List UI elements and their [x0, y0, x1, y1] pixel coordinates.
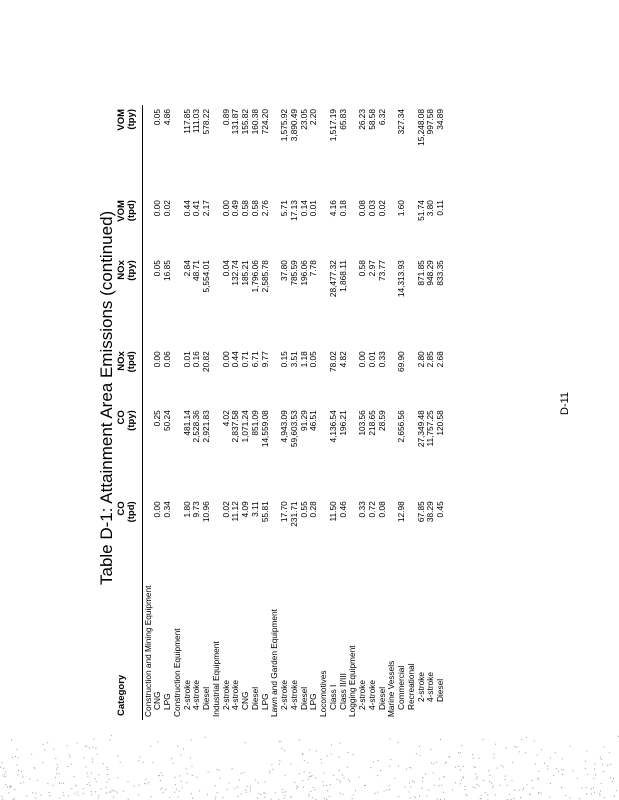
table-cell: 58.58	[366, 109, 377, 130]
row-category-cell: 4-stroke	[230, 680, 241, 710]
column-header-line2: (tpy)	[126, 410, 138, 431]
table-cell: 997.58	[425, 109, 436, 135]
table-cell: 1,575.92	[279, 109, 290, 142]
table-cell: 2.84	[181, 260, 192, 277]
table-group-row	[348, 105, 358, 720]
table-row	[231, 105, 241, 720]
table-cell: 218.65	[366, 410, 377, 436]
table-cell: 155.82	[240, 109, 251, 135]
row-category-cell: 2-stroke	[181, 680, 192, 710]
table-cell: 55.81	[259, 501, 270, 523]
table-row	[289, 105, 299, 720]
table-cell: 0.71	[240, 351, 251, 368]
table-cell: 4,943.09	[279, 410, 290, 443]
table-cell: 17.70	[279, 501, 290, 523]
table-cell: 65.83	[337, 109, 348, 130]
table-row	[201, 105, 211, 720]
table-cell	[348, 105, 358, 196]
table-cell: 0.45	[435, 501, 446, 518]
row-category-cell: Diesel	[435, 678, 446, 702]
table-row	[162, 105, 172, 720]
table-cell: 0.02	[376, 200, 387, 217]
table-group-row	[270, 105, 280, 720]
table-cell	[211, 196, 221, 256]
table-cell	[387, 497, 397, 565]
column-header-line1: NOx	[116, 351, 127, 371]
table-cell: 0.00	[220, 200, 231, 217]
table-cell: 0.00	[152, 501, 163, 518]
table-cell: 0.03	[366, 200, 377, 217]
column-header-line1: NOx	[116, 260, 127, 280]
table-row	[153, 105, 163, 720]
table-row	[435, 105, 445, 720]
table-cell: 0.01	[308, 200, 319, 217]
table-cell: 0.00	[152, 351, 163, 368]
row-category-cell: Construction Equipment	[171, 628, 182, 717]
row-category-cell: 4-stroke	[366, 680, 377, 710]
table-cell: 0.72	[366, 501, 377, 518]
table-cell: 2.97	[366, 260, 377, 277]
table-cell: 4.02	[220, 410, 231, 427]
table-cell: 46.51	[308, 410, 319, 432]
table-cell: 16.85	[162, 260, 173, 281]
table-cell: 48.71	[191, 260, 202, 281]
table-cell: 196.06	[298, 260, 309, 286]
row-category-cell: CNG	[152, 691, 163, 710]
table-cell: 0.58	[240, 200, 251, 217]
table-header	[114, 105, 142, 720]
table-cell: 0.89	[220, 109, 231, 126]
table-cell: 9.73	[191, 501, 202, 518]
row-category-cell: Industrial Equipment	[210, 641, 221, 717]
table-cell	[348, 497, 358, 565]
table-cell: 9.77	[259, 351, 270, 368]
table-cell: 69.90	[396, 351, 407, 373]
table-cell: 26.23	[357, 109, 368, 130]
table-cell: 2,921.83	[201, 410, 212, 443]
table-cell: 20.82	[201, 351, 212, 373]
table-row	[221, 105, 231, 720]
table-cell: 11.12	[230, 501, 241, 522]
table-cell: 0.41	[191, 200, 202, 217]
table-cell	[387, 105, 397, 196]
table-cell: 0.02	[220, 501, 231, 518]
table-cell: 5.71	[279, 200, 290, 217]
table-cell: 0.33	[376, 351, 387, 368]
column-header-line1: VOM	[116, 200, 127, 222]
table-cell: 0.02	[162, 200, 173, 217]
table-cell: 14,559.08	[259, 410, 270, 448]
table-cell: 0.05	[152, 260, 163, 277]
table-row	[250, 105, 260, 720]
table-cell: 14,313.93	[396, 260, 407, 298]
table-row	[377, 105, 387, 720]
table-cell: 2.80	[415, 351, 426, 368]
table-cell: 1,796.06	[249, 260, 260, 293]
table-cell: 0.05	[152, 109, 163, 126]
table-cell: 0.11	[435, 200, 446, 216]
table-cell	[172, 256, 182, 347]
table-cell: 0.01	[181, 351, 192, 368]
table-cell: 0.34	[162, 501, 173, 518]
table-cell	[270, 256, 280, 347]
table-cell: 2.20	[308, 109, 319, 126]
table-cell: 0.04	[220, 260, 231, 277]
table-cell: 2.85	[425, 351, 436, 368]
table-cell: 185.21	[240, 260, 251, 286]
table-row	[192, 105, 202, 720]
table-cell	[172, 105, 182, 196]
table-row	[426, 105, 436, 720]
table-cell: 1.18	[298, 351, 309, 368]
column-header-line2: (tpy)	[126, 260, 138, 281]
table-cell: 6.71	[249, 351, 260, 368]
row-category-cell: Construction and Mining Equipment	[142, 585, 153, 717]
table-group-row	[318, 105, 328, 720]
table-cell	[318, 105, 328, 196]
table-cell	[142, 497, 152, 565]
column-header-line1: Category	[116, 674, 127, 716]
column-header	[114, 565, 142, 720]
table-row	[416, 105, 426, 720]
row-category-cell: Diesel	[249, 686, 260, 710]
table-cell: 481.14	[181, 410, 192, 436]
table-cell	[211, 256, 221, 347]
column-header-line1: CO	[116, 501, 127, 516]
table-cell: 4.09	[240, 501, 251, 518]
table-cell: 11,757.25	[425, 410, 436, 447]
row-category-cell: LPG	[259, 693, 270, 710]
row-category-cell: 4-stroke	[288, 680, 299, 710]
table-group-row	[142, 105, 152, 720]
page-title: Table D-1: Attainment Area Emissions (continued)	[97, 210, 116, 585]
table-cell: 4.16	[327, 200, 338, 217]
table-cell	[406, 196, 416, 256]
table-cell: 1,517.19	[327, 109, 338, 142]
table-cell	[142, 105, 152, 196]
table-cell: 6.32	[376, 109, 387, 126]
table-cell: 7.78	[308, 260, 319, 277]
table-cell: 120.58	[435, 410, 446, 436]
table-row	[367, 105, 377, 720]
column-header-line2: (tpd)	[126, 351, 138, 373]
table-cell	[211, 406, 221, 497]
column-header-line2: (tpd)	[126, 200, 138, 222]
table-cell	[406, 105, 416, 196]
table-row	[240, 105, 250, 720]
row-category-cell: Marine Vessels	[386, 660, 397, 717]
table-row	[182, 105, 192, 720]
row-category-cell: Recreational	[405, 663, 416, 710]
table-cell	[211, 105, 221, 196]
table-cell: 37.80	[279, 260, 290, 281]
table-cell: 833.35	[435, 260, 446, 286]
table-cell	[387, 196, 397, 256]
row-category-cell: Locomotives	[318, 670, 329, 717]
table-cell	[318, 196, 328, 256]
column-header	[114, 347, 142, 406]
table-cell	[387, 256, 397, 347]
table-cell: 23.05	[298, 109, 309, 130]
table-cell	[270, 497, 280, 565]
table-cell: 11.50	[327, 501, 338, 522]
table-cell	[318, 497, 328, 565]
table-cell: 5,554.01	[201, 260, 212, 293]
table-cell: 0.25	[152, 410, 163, 427]
table-cell: 50.24	[162, 410, 173, 432]
table-cell: 28.59	[376, 410, 387, 432]
table-cell: 871.85	[415, 260, 426, 286]
table-cell: 0.16	[191, 351, 202, 368]
table-row	[357, 105, 367, 720]
table-cell: 160.38	[249, 109, 260, 135]
table-cell: 327.34	[396, 109, 407, 135]
table-cell	[348, 347, 358, 406]
table-cell	[406, 256, 416, 347]
row-category-cell: 4-stroke	[425, 672, 436, 702]
table-cell	[406, 406, 416, 497]
table-cell	[387, 406, 397, 497]
row-category-cell: 2-stroke	[415, 672, 426, 702]
table-cell: 117.85	[181, 109, 192, 134]
table-cell: 2,528.36	[191, 410, 202, 443]
table-cell	[318, 256, 328, 347]
table-cell	[387, 347, 397, 406]
table-cell: 1.60	[396, 200, 407, 217]
table-cell	[270, 347, 280, 406]
column-header-line1: VOM	[116, 109, 127, 131]
table-cell	[348, 406, 358, 497]
table-cell: 0.44	[230, 351, 241, 368]
row-category-cell: Diesel	[376, 686, 387, 710]
table-cell: 3.51	[288, 351, 299, 368]
table-cell: 0.46	[337, 501, 348, 518]
table-cell	[172, 406, 182, 497]
table-cell	[211, 497, 221, 565]
row-category-cell: Diesel	[298, 686, 309, 710]
table-cell: 27,349.48	[415, 410, 426, 448]
emissions-table	[114, 105, 445, 720]
table-cell: 59,603.53	[288, 410, 299, 448]
table-cell: 0.00	[152, 200, 163, 217]
table-cell	[172, 497, 182, 565]
table-cell: 0.01	[366, 351, 377, 368]
table-cell: 231.71	[288, 501, 299, 527]
table-cell: 132.74	[230, 260, 241, 286]
row-category-cell: 2-stroke	[279, 680, 290, 710]
row-category-cell: Commercial	[396, 665, 407, 710]
table-row	[338, 105, 348, 720]
row-category-cell: 2-stroke	[220, 680, 231, 710]
table-cell: 0.28	[308, 501, 319, 518]
table-row	[396, 105, 406, 720]
scan-noise-decoration	[0, 735, 619, 800]
column-header-line2: (tpd)	[126, 501, 138, 523]
table-cell: 0.15	[279, 351, 290, 368]
table-cell	[348, 256, 358, 347]
table-cell: 28,477.32	[327, 260, 338, 298]
table-cell: 12.98	[396, 501, 407, 523]
table-cell: 73.77	[376, 260, 387, 281]
table-cell	[348, 196, 358, 256]
table-cell: 2,585.78	[259, 260, 270, 293]
table-group-row	[211, 105, 221, 720]
table-cell: 4.82	[337, 351, 348, 368]
row-category-cell: CNG	[240, 691, 251, 710]
table-cell: 1,868.11	[337, 260, 348, 292]
table-cell: 0.58	[357, 260, 368, 277]
table-cell: 4.86	[162, 109, 173, 126]
table-cell: 78.02	[327, 351, 338, 373]
column-header	[114, 196, 142, 256]
page-number: D-11	[559, 391, 571, 415]
table-cell	[172, 347, 182, 406]
table-cell: 10.96	[201, 501, 212, 523]
row-category-cell: 2-stroke	[357, 680, 368, 710]
table-cell: 3.80	[425, 200, 436, 217]
table-cell: 0.58	[249, 200, 260, 217]
table-group-row	[172, 105, 182, 720]
column-header-line1: CO	[116, 410, 127, 425]
table-cell: 1,071.24	[240, 410, 251, 443]
table-cell: 15,248.08	[415, 109, 426, 146]
table-cell: 131.87	[230, 109, 241, 135]
table-row	[260, 105, 270, 720]
table-cell: 2.17	[201, 200, 212, 217]
table-cell	[270, 105, 280, 196]
table-cell: 2,837.58	[230, 410, 241, 443]
table-cell: 0.05	[308, 351, 319, 368]
table-cell: 3.11	[249, 501, 260, 517]
table-cell: 0.14	[298, 200, 309, 217]
table-cell	[406, 497, 416, 565]
table-cell	[142, 256, 152, 347]
table-cell: 0.08	[357, 200, 368, 217]
table-cell: 0.08	[376, 501, 387, 518]
column-header	[114, 406, 142, 497]
table-cell: 2.76	[259, 200, 270, 217]
table-cell	[270, 406, 280, 497]
table-cell: 38.29	[425, 501, 436, 523]
row-category-cell: Class I	[327, 684, 338, 710]
table-cell	[211, 347, 221, 406]
header-row	[114, 105, 142, 720]
column-header	[114, 105, 142, 196]
table-cell: 724.20	[259, 109, 270, 135]
column-header-line2: (tpy)	[126, 109, 138, 130]
table-cell: 4,136.54	[327, 410, 338, 443]
row-category-cell: Class II/III	[337, 673, 348, 710]
table-cell: 1.80	[181, 501, 192, 518]
table-cell: 0.33	[357, 501, 368, 518]
table-row	[279, 105, 289, 720]
table-cell: 0.00	[220, 351, 231, 368]
row-category-cell: Lawn and Garden Equipment	[269, 609, 280, 717]
table-cell: 578.22	[201, 109, 212, 135]
table-cell: 0.00	[357, 351, 368, 368]
table-row	[309, 105, 319, 720]
row-category-cell: 4-stroke	[191, 680, 202, 710]
table-cell	[318, 406, 328, 497]
row-category-cell: Logging Equipment	[347, 645, 358, 717]
table-cell: 91.29	[298, 410, 309, 432]
row-category-cell: Diesel	[201, 686, 212, 710]
table-cell	[318, 347, 328, 406]
table-cell: 17.13	[288, 200, 299, 221]
table-cell: 3,890.49	[288, 109, 299, 142]
table-cell: 785.59	[288, 260, 299, 286]
table-cell: 2,656.56	[396, 410, 407, 443]
table-cell: 2.68	[435, 351, 446, 368]
table-row	[328, 105, 338, 720]
table-cell	[172, 196, 182, 256]
column-header	[114, 256, 142, 347]
row-category-cell: LPG	[162, 693, 173, 710]
table-cell: 103.56	[357, 410, 368, 436]
table-cell: 67.85	[415, 501, 426, 523]
column-header-line2	[127, 569, 137, 716]
table-cell: 0.49	[230, 200, 241, 217]
column-header	[114, 497, 142, 565]
table-cell: 948.29	[425, 260, 436, 286]
table-cell	[142, 406, 152, 497]
table-row	[299, 105, 309, 720]
row-category-cell: LPG	[308, 693, 319, 710]
table-cell: 0.44	[181, 200, 192, 217]
table-cell: 0.18	[337, 200, 348, 217]
table-cell: 0.06	[162, 351, 173, 368]
table-cell: 111.03	[191, 109, 202, 134]
table-cell: 34.89	[435, 109, 446, 130]
table-cell	[406, 347, 416, 406]
table-cell	[142, 347, 152, 406]
table-cell: 196.21	[337, 410, 348, 436]
table-group-row	[387, 105, 397, 720]
table-cell	[270, 196, 280, 256]
table-row	[406, 105, 416, 720]
table-cell: 0.55	[298, 501, 309, 518]
emissions-table-container	[114, 105, 529, 720]
table-body	[142, 105, 445, 720]
table-cell: 851.09	[249, 410, 260, 436]
table-cell: 51.74	[415, 200, 426, 221]
table-cell	[142, 196, 152, 256]
